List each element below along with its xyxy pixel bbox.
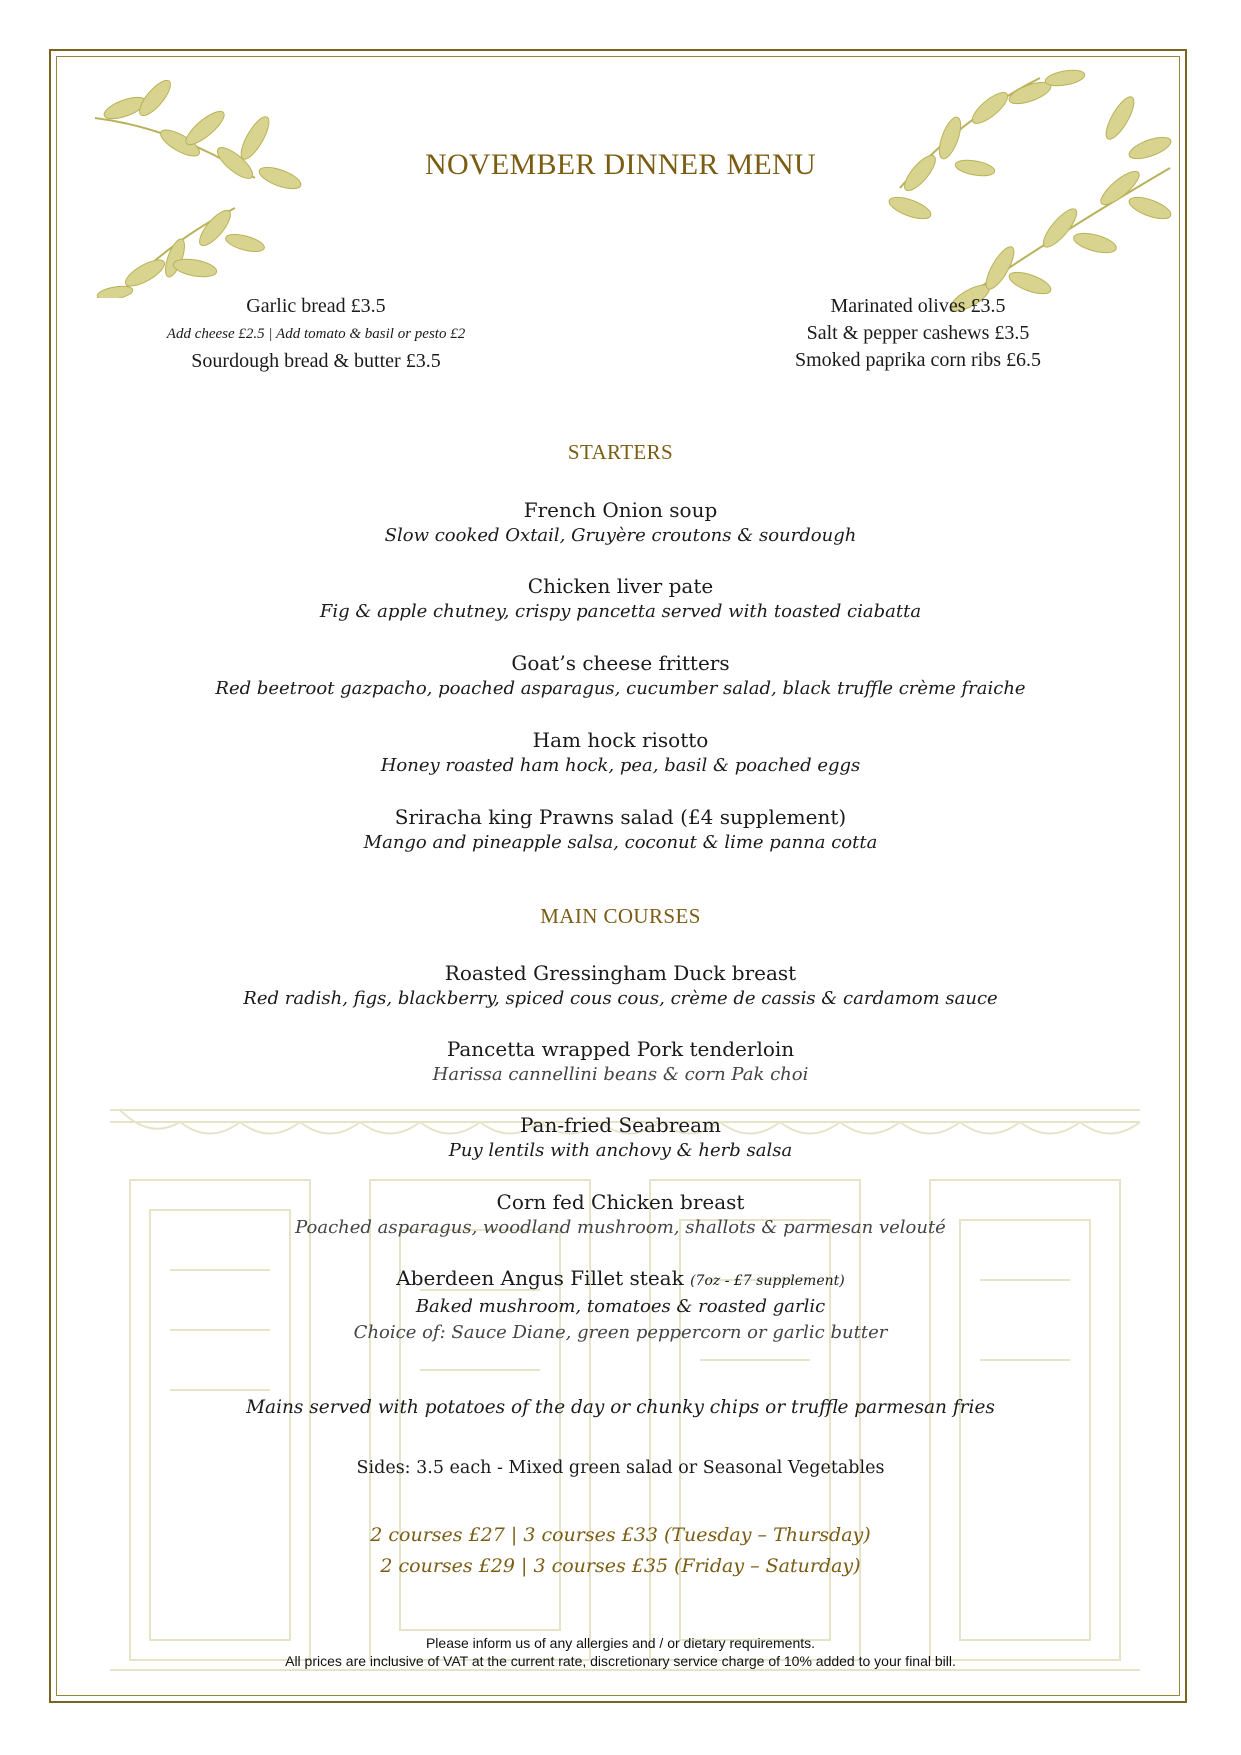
course-prices	[0, 1520, 1241, 1582]
dish-description: Red beetroot gazpacho, poached asparagus, cucumber salad, black truffle crème fraiche	[215, 678, 1026, 699]
nibbles-left-column	[76, 293, 556, 375]
starter-item	[0, 804, 1241, 856]
dish-name: Aberdeen Angus Fillet steak	[396, 1266, 684, 1290]
dish-description: Mango and pineapple salsa, coconut & lime panna cotta	[363, 832, 878, 853]
dish-name: Corn fed Chicken breast	[496, 1190, 745, 1214]
dish-description: Poached asparagus, woodland mushroom, shallots & parmesan velouté	[295, 1217, 946, 1238]
dish-name: Roasted Gressingham Duck breast	[444, 961, 797, 985]
dish-description: Red radish, figs, blackberry, spiced cous cous, crème de cassis & cardamom sauce	[243, 988, 998, 1009]
dish-name: Pan-fried Seabream	[519, 1113, 722, 1137]
allergy-notice: Please inform us of any allergies and / or dietary requirements.	[425, 1635, 816, 1651]
starter-item	[0, 573, 1241, 625]
dish-description: Slow cooked Oxtail, Gruyère croutons & sourdough	[384, 525, 857, 546]
nibbles-right-column	[678, 293, 1158, 374]
dish-description: Honey roasted ham hock, pea, basil & poached eggs	[380, 755, 861, 776]
vat-notice: All prices are inclusive of VAT at the current rate, discretionary service charge of 10% added to your final bill.	[285, 1653, 956, 1669]
dish-name: Ham hock risotto	[532, 728, 709, 752]
price-line: 2 courses £29 | 3 courses £35 (Friday – Saturday)	[380, 1555, 861, 1577]
dish-name: Pancetta wrapped Pork tenderloin	[446, 1037, 795, 1061]
main-courses-heading: MAIN COURSES	[540, 904, 701, 928]
dish-name: Goat’s cheese fritters	[511, 651, 730, 675]
starter-item	[0, 497, 1241, 549]
main-item	[0, 1189, 1241, 1241]
dish-name: French Onion soup	[523, 498, 718, 522]
mains-accompaniment-note: Mains served with potatoes of the day or chunky chips or truffle parmesan fries	[246, 1397, 995, 1418]
menu-title: NOVEMBER DINNER MENU	[425, 148, 816, 181]
dish-name: Chicken liver pate	[527, 574, 714, 598]
dish-description: Harissa cannellini beans & corn Pak choi	[432, 1064, 809, 1085]
nibble-item: Marinated olives £3.5	[830, 295, 1006, 317]
starter-item	[0, 650, 1241, 702]
nibble-item: Garlic bread £3.5	[246, 295, 386, 317]
nibble-note: Add cheese £2.5 | Add tomato & basil or pesto £2	[166, 326, 466, 342]
dish-description: Baked mushroom, tomatoes & roasted garlic	[415, 1296, 826, 1317]
dish-description: Puy lentils with anchovy & herb salsa	[448, 1140, 793, 1161]
main-item	[0, 1265, 1241, 1346]
main-item	[0, 960, 1241, 1012]
nibble-item: Sourdough bread & butter £3.5	[191, 350, 441, 372]
price-line: 2 courses £27 | 3 courses £33 (Tuesday – Thursday)	[370, 1524, 871, 1546]
dish-name-row	[0, 1265, 1241, 1294]
dish-supplement: (7oz - £7 supplement)	[690, 1273, 845, 1289]
footer-notice	[0, 1634, 1241, 1670]
dish-name: Sriracha king Prawns salad (£4 supplement)	[394, 805, 847, 829]
main-item	[0, 1036, 1241, 1088]
nibble-item: Smoked paprika corn ribs £6.5	[794, 349, 1042, 371]
starters-heading: STARTERS	[567, 440, 674, 464]
sides-line: Sides: 3.5 each - Mixed green salad or Seasonal Vegetables	[356, 1458, 885, 1478]
nibble-item: Salt & pepper cashews £3.5	[806, 322, 1030, 344]
starter-item	[0, 727, 1241, 779]
dish-description: Fig & apple chutney, crispy pancetta served with toasted ciabatta	[319, 601, 922, 622]
main-item	[0, 1112, 1241, 1164]
dish-sauce-choice: Choice of: Sauce Diane, green peppercorn or garlic butter	[353, 1322, 888, 1343]
olive-branch-top-right	[880, 58, 1180, 328]
